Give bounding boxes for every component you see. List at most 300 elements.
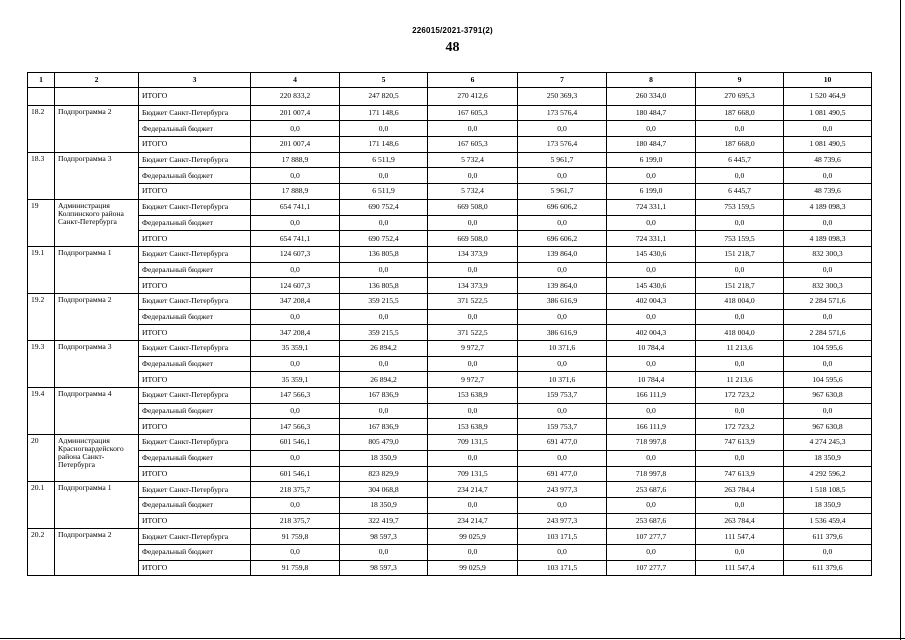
scan-edge-bottom	[0, 638, 905, 639]
table-row	[28, 215, 872, 231]
year-value: 147 566,3	[251, 388, 340, 404]
table-row	[28, 231, 872, 247]
year-value: 0,0	[607, 121, 696, 137]
table-row	[28, 529, 872, 545]
year-value: 0,0	[607, 403, 696, 419]
year-value: 0,0	[607, 356, 696, 372]
year-value: 243 977,3	[518, 513, 607, 529]
year-value: 0,0	[696, 215, 784, 231]
program-name: Подпрограмма 2	[55, 293, 139, 340]
year-value: 26 894,2	[340, 372, 428, 388]
year-value: 167 836,9	[340, 388, 428, 404]
year-value: 136 805,8	[340, 246, 428, 262]
year-value: 6 511,9	[340, 152, 428, 168]
year-value: 0,0	[518, 497, 607, 513]
year-value: 0,0	[251, 168, 340, 184]
column-header: 1	[28, 73, 55, 88]
year-value: 0,0	[607, 168, 696, 184]
year-value: 654 741,1	[251, 199, 340, 215]
year-value: 159 753,7	[518, 419, 607, 435]
document-id: 226015/2021-3791(2)	[412, 26, 493, 35]
total-value: 611 379,6	[784, 529, 872, 545]
year-value: 0,0	[340, 544, 428, 560]
year-value: 91 759,8	[251, 529, 340, 545]
year-value: 263 784,4	[696, 513, 784, 529]
year-value: 9 972,7	[428, 372, 518, 388]
table-row	[28, 246, 872, 262]
year-value: 139 864,0	[518, 278, 607, 294]
year-value: 0,0	[340, 168, 428, 184]
year-value: 0,0	[696, 497, 784, 513]
column-header: 2	[55, 73, 139, 88]
year-value: 691 477,0	[518, 435, 607, 451]
year-value: 0,0	[340, 356, 428, 372]
year-value: 0,0	[251, 497, 340, 513]
year-value: 107 277,7	[607, 560, 696, 576]
table-row	[28, 388, 872, 404]
year-value: 0,0	[251, 356, 340, 372]
table-row	[28, 105, 872, 121]
year-value: 0,0	[518, 121, 607, 137]
year-value: 6 511,9	[340, 184, 428, 200]
year-value: 0,0	[428, 215, 518, 231]
table-row	[28, 184, 872, 200]
table-row	[28, 88, 872, 106]
program-name: Подпрограмма 3	[55, 152, 139, 199]
row-code	[28, 88, 55, 106]
year-value: 103 171,5	[518, 560, 607, 576]
year-value: 0,0	[428, 309, 518, 325]
total-value: 1 536 459,4	[784, 513, 872, 529]
year-value: 0,0	[251, 215, 340, 231]
year-value: 201 007,4	[251, 137, 340, 153]
funding-source: Бюджет Санкт-Петербурга	[139, 388, 251, 404]
table-row	[28, 278, 872, 294]
row-code: 20	[28, 435, 55, 482]
year-value: 139 864,0	[518, 246, 607, 262]
year-value: 17 888,9	[251, 184, 340, 200]
row-code: 20.2	[28, 529, 55, 576]
funding-source: Бюджет Санкт-Петербурга	[139, 152, 251, 168]
year-value: 172 723,2	[696, 388, 784, 404]
year-value: 0,0	[428, 356, 518, 372]
year-value: 247 820,5	[340, 88, 428, 106]
year-value: 6 199,0	[607, 152, 696, 168]
year-value: 234 214,7	[428, 513, 518, 529]
table-row	[28, 199, 872, 215]
table-row	[28, 372, 872, 388]
year-value: 10 784,4	[607, 372, 696, 388]
table-row	[28, 544, 872, 560]
year-value: 18 350,9	[340, 450, 428, 466]
year-value: 0,0	[696, 403, 784, 419]
year-value: 359 215,5	[340, 293, 428, 309]
funding-source: Федеральный бюджет	[139, 450, 251, 466]
year-value: 0,0	[607, 309, 696, 325]
year-value: 17 888,9	[251, 152, 340, 168]
row-code: 19.1	[28, 246, 55, 293]
year-value: 724 331,1	[607, 231, 696, 247]
year-value: 0,0	[340, 262, 428, 278]
table-row	[28, 309, 872, 325]
total-value: 4 292 596,2	[784, 466, 872, 482]
year-value: 98 597,3	[340, 560, 428, 576]
year-value: 111 547,4	[696, 529, 784, 545]
program-name: Подпрограмма 1	[55, 482, 139, 529]
table-row	[28, 513, 872, 529]
year-value: 322 419,7	[340, 513, 428, 529]
total-value: 967 630,8	[784, 419, 872, 435]
year-value: 243 977,3	[518, 482, 607, 498]
year-value: 805 479,0	[340, 435, 428, 451]
year-value: 134 373,9	[428, 278, 518, 294]
page-number: 48	[445, 40, 460, 55]
funding-source: Федеральный бюджет	[139, 215, 251, 231]
year-value: 347 208,4	[251, 325, 340, 341]
year-value: 0,0	[696, 168, 784, 184]
year-value: 359 215,5	[340, 325, 428, 341]
row-code: 19.3	[28, 341, 55, 388]
row-code: 18.2	[28, 105, 55, 152]
funding-source: Бюджет Санкт-Петербурга	[139, 341, 251, 357]
year-value: 103 171,5	[518, 529, 607, 545]
year-value: 153 638,9	[428, 388, 518, 404]
column-header: 4	[251, 73, 340, 88]
year-value: 187 668,0	[696, 105, 784, 121]
funding-source: ИТОГО	[139, 560, 251, 576]
year-value: 402 004,3	[607, 325, 696, 341]
year-value: 402 004,3	[607, 293, 696, 309]
year-value: 386 616,9	[518, 293, 607, 309]
table-row	[28, 403, 872, 419]
table-row	[28, 341, 872, 357]
program-name: Администрация Колпинского района Санкт-Петербурга	[55, 199, 139, 246]
funding-source: Федеральный бюджет	[139, 403, 251, 419]
year-value: 145 430,6	[607, 278, 696, 294]
year-value: 99 025,9	[428, 560, 518, 576]
year-value: 35 359,1	[251, 341, 340, 357]
year-value: 371 522,5	[428, 325, 518, 341]
year-value: 0,0	[340, 215, 428, 231]
year-value: 18 350,9	[340, 497, 428, 513]
year-value: 669 508,0	[428, 231, 518, 247]
total-value: 0,0	[784, 215, 872, 231]
total-value: 832 300,3	[784, 246, 872, 262]
year-value: 696 606,2	[518, 231, 607, 247]
funding-source: ИТОГО	[139, 88, 251, 106]
total-value: 0,0	[784, 403, 872, 419]
total-value: 48 739,6	[784, 184, 872, 200]
total-value: 1 081 490,5	[784, 105, 872, 121]
year-value: 260 334,0	[607, 88, 696, 106]
year-value: 0,0	[607, 544, 696, 560]
year-value: 35 359,1	[251, 372, 340, 388]
funding-source: ИТОГО	[139, 466, 251, 482]
year-value: 10 371,6	[518, 341, 607, 357]
table-row	[28, 466, 872, 482]
year-value: 218 375,7	[251, 482, 340, 498]
total-value: 1 518 108,5	[784, 482, 872, 498]
total-value: 4 274 245,3	[784, 435, 872, 451]
program-name: Подпрограмма 2	[55, 529, 139, 576]
table-row	[28, 482, 872, 498]
total-value: 48 739,6	[784, 152, 872, 168]
year-value: 0,0	[251, 309, 340, 325]
funding-source: Бюджет Санкт-Петербурга	[139, 435, 251, 451]
table-row	[28, 435, 872, 451]
year-value: 10 371,6	[518, 372, 607, 388]
total-value: 104 595,6	[784, 341, 872, 357]
year-value: 250 369,3	[518, 88, 607, 106]
funding-source: Бюджет Санкт-Петербурга	[139, 105, 251, 121]
table-row	[28, 121, 872, 137]
table-row	[28, 325, 872, 341]
year-value: 124 607,3	[251, 278, 340, 294]
row-code: 19	[28, 199, 55, 246]
year-value: 153 638,9	[428, 419, 518, 435]
total-value: 0,0	[784, 356, 872, 372]
total-value: 4 189 098,3	[784, 199, 872, 215]
funding-source: Федеральный бюджет	[139, 168, 251, 184]
total-value: 611 379,6	[784, 560, 872, 576]
year-value: 0,0	[251, 544, 340, 560]
year-value: 26 894,2	[340, 341, 428, 357]
funding-source: Федеральный бюджет	[139, 309, 251, 325]
year-value: 111 547,4	[696, 560, 784, 576]
year-value: 9 972,7	[428, 341, 518, 357]
year-value: 418 004,0	[696, 293, 784, 309]
year-value: 601 546,1	[251, 435, 340, 451]
total-value: 0,0	[784, 262, 872, 278]
year-value: 0,0	[607, 497, 696, 513]
table-row	[28, 168, 872, 184]
year-value: 147 566,3	[251, 419, 340, 435]
year-value: 0,0	[340, 121, 428, 137]
total-value: 18 350,9	[784, 497, 872, 513]
total-value: 0,0	[784, 168, 872, 184]
funding-source: Федеральный бюджет	[139, 544, 251, 560]
year-value: 0,0	[696, 121, 784, 137]
year-value: 0,0	[251, 450, 340, 466]
year-value: 0,0	[518, 403, 607, 419]
year-value: 304 068,8	[340, 482, 428, 498]
row-code: 20.1	[28, 482, 55, 529]
year-value: 709 131,5	[428, 435, 518, 451]
funding-source: ИТОГО	[139, 231, 251, 247]
year-value: 6 199,0	[607, 184, 696, 200]
table-row	[28, 356, 872, 372]
year-value: 690 752,4	[340, 199, 428, 215]
year-value: 134 373,9	[428, 246, 518, 262]
year-value: 167 836,9	[340, 419, 428, 435]
program-name: Администрация Красногвардейского района Санкт-Петербурга	[55, 435, 139, 482]
year-value: 418 004,0	[696, 325, 784, 341]
year-value: 136 805,8	[340, 278, 428, 294]
funding-source: Федеральный бюджет	[139, 497, 251, 513]
year-value: 180 484,7	[607, 105, 696, 121]
column-header: 9	[696, 73, 784, 88]
year-value: 172 723,2	[696, 419, 784, 435]
year-value: 347 208,4	[251, 293, 340, 309]
scan-edge-right	[900, 0, 901, 640]
year-value: 5 961,7	[518, 184, 607, 200]
year-value: 0,0	[518, 309, 607, 325]
year-value: 0,0	[428, 168, 518, 184]
year-value: 201 007,4	[251, 105, 340, 121]
year-value: 823 829,9	[340, 466, 428, 482]
year-value: 0,0	[607, 262, 696, 278]
year-value: 0,0	[428, 403, 518, 419]
table-row	[28, 560, 872, 576]
year-value: 0,0	[251, 121, 340, 137]
total-value: 967 630,8	[784, 388, 872, 404]
funding-source: ИТОГО	[139, 513, 251, 529]
column-header: 5	[340, 73, 428, 88]
total-value: 0,0	[784, 309, 872, 325]
year-value: 0,0	[518, 168, 607, 184]
column-header: 8	[607, 73, 696, 88]
funding-source: ИТОГО	[139, 325, 251, 341]
funding-source: Бюджет Санкт-Петербурга	[139, 293, 251, 309]
column-header-row	[28, 73, 872, 88]
year-value: 151 218,7	[696, 246, 784, 262]
total-value: 0,0	[784, 544, 872, 560]
funding-source: Бюджет Санкт-Петербурга	[139, 482, 251, 498]
year-value: 99 025,9	[428, 529, 518, 545]
year-value: 753 159,5	[696, 199, 784, 215]
year-value: 0,0	[696, 544, 784, 560]
year-value: 10 784,4	[607, 341, 696, 357]
funding-source: ИТОГО	[139, 137, 251, 153]
year-value: 5 732,4	[428, 184, 518, 200]
year-value: 159 753,7	[518, 388, 607, 404]
year-value: 747 613,9	[696, 435, 784, 451]
year-value: 0,0	[428, 450, 518, 466]
row-code: 19.2	[28, 293, 55, 340]
year-value: 171 148,6	[340, 105, 428, 121]
table-row	[28, 497, 872, 513]
funding-source: ИТОГО	[139, 278, 251, 294]
year-value: 167 605,3	[428, 137, 518, 153]
year-value: 371 522,5	[428, 293, 518, 309]
year-value: 724 331,1	[607, 199, 696, 215]
year-value: 0,0	[518, 262, 607, 278]
year-value: 0,0	[696, 356, 784, 372]
program-name	[55, 88, 139, 106]
program-name: Подпрограмма 4	[55, 388, 139, 435]
budget-table	[27, 72, 872, 576]
year-value: 0,0	[696, 450, 784, 466]
funding-source: Федеральный бюджет	[139, 356, 251, 372]
year-value: 234 214,7	[428, 482, 518, 498]
year-value: 124 607,3	[251, 246, 340, 262]
year-value: 11 213,6	[696, 341, 784, 357]
year-value: 0,0	[696, 309, 784, 325]
year-value: 270 695,3	[696, 88, 784, 106]
total-value: 0,0	[784, 121, 872, 137]
total-value: 104 595,6	[784, 372, 872, 388]
table-row	[28, 450, 872, 466]
column-header: 7	[518, 73, 607, 88]
year-value: 0,0	[428, 544, 518, 560]
year-value: 253 687,6	[607, 513, 696, 529]
year-value: 601 546,1	[251, 466, 340, 482]
year-value: 263 784,4	[696, 482, 784, 498]
year-value: 171 148,6	[340, 137, 428, 153]
year-value: 180 484,7	[607, 137, 696, 153]
year-value: 11 213,6	[696, 372, 784, 388]
funding-source: Федеральный бюджет	[139, 121, 251, 137]
year-value: 187 668,0	[696, 137, 784, 153]
year-value: 0,0	[340, 403, 428, 419]
year-value: 709 131,5	[428, 466, 518, 482]
year-value: 107 277,7	[607, 529, 696, 545]
row-code: 18.3	[28, 152, 55, 199]
year-value: 5 732,4	[428, 152, 518, 168]
funding-source: Федеральный бюджет	[139, 262, 251, 278]
program-name: Подпрограмма 1	[55, 246, 139, 293]
program-name: Подпрограмма 3	[55, 341, 139, 388]
year-value: 98 597,3	[340, 529, 428, 545]
total-value: 4 189 098,3	[784, 231, 872, 247]
year-value: 753 159,5	[696, 231, 784, 247]
year-value: 6 445,7	[696, 184, 784, 200]
funding-source: Бюджет Санкт-Петербурга	[139, 529, 251, 545]
year-value: 0,0	[251, 403, 340, 419]
year-value: 173 576,4	[518, 105, 607, 121]
year-value: 0,0	[428, 262, 518, 278]
funding-source: ИТОГО	[139, 372, 251, 388]
row-code: 19.4	[28, 388, 55, 435]
funding-source: ИТОГО	[139, 184, 251, 200]
year-value: 270 412,6	[428, 88, 518, 106]
year-value: 145 430,6	[607, 246, 696, 262]
year-value: 0,0	[518, 215, 607, 231]
year-value: 0,0	[696, 262, 784, 278]
year-value: 173 576,4	[518, 137, 607, 153]
total-value: 2 284 571,6	[784, 293, 872, 309]
year-value: 220 833,2	[251, 88, 340, 106]
total-value: 1 081 490,5	[784, 137, 872, 153]
year-value: 0,0	[607, 450, 696, 466]
year-value: 0,0	[428, 497, 518, 513]
year-value: 5 961,7	[518, 152, 607, 168]
year-value: 6 445,7	[696, 152, 784, 168]
column-header: 6	[428, 73, 518, 88]
year-value: 690 752,4	[340, 231, 428, 247]
total-value: 18 350,9	[784, 450, 872, 466]
year-value: 0,0	[607, 215, 696, 231]
total-value: 1 520 464,9	[784, 88, 872, 106]
year-value: 151 218,7	[696, 278, 784, 294]
year-value: 654 741,1	[251, 231, 340, 247]
year-value: 0,0	[340, 309, 428, 325]
year-value: 747 613,9	[696, 466, 784, 482]
funding-source: Бюджет Санкт-Петербурга	[139, 246, 251, 262]
table-row	[28, 293, 872, 309]
column-header: 3	[139, 73, 251, 88]
table-row	[28, 419, 872, 435]
year-value: 669 508,0	[428, 199, 518, 215]
program-name: Подпрограмма 2	[55, 105, 139, 152]
funding-source: Бюджет Санкт-Петербурга	[139, 199, 251, 215]
year-value: 691 477,0	[518, 466, 607, 482]
year-value: 166 111,9	[607, 419, 696, 435]
year-value: 0,0	[251, 262, 340, 278]
total-value: 832 300,3	[784, 278, 872, 294]
total-value: 2 284 571,6	[784, 325, 872, 341]
funding-source: ИТОГО	[139, 419, 251, 435]
